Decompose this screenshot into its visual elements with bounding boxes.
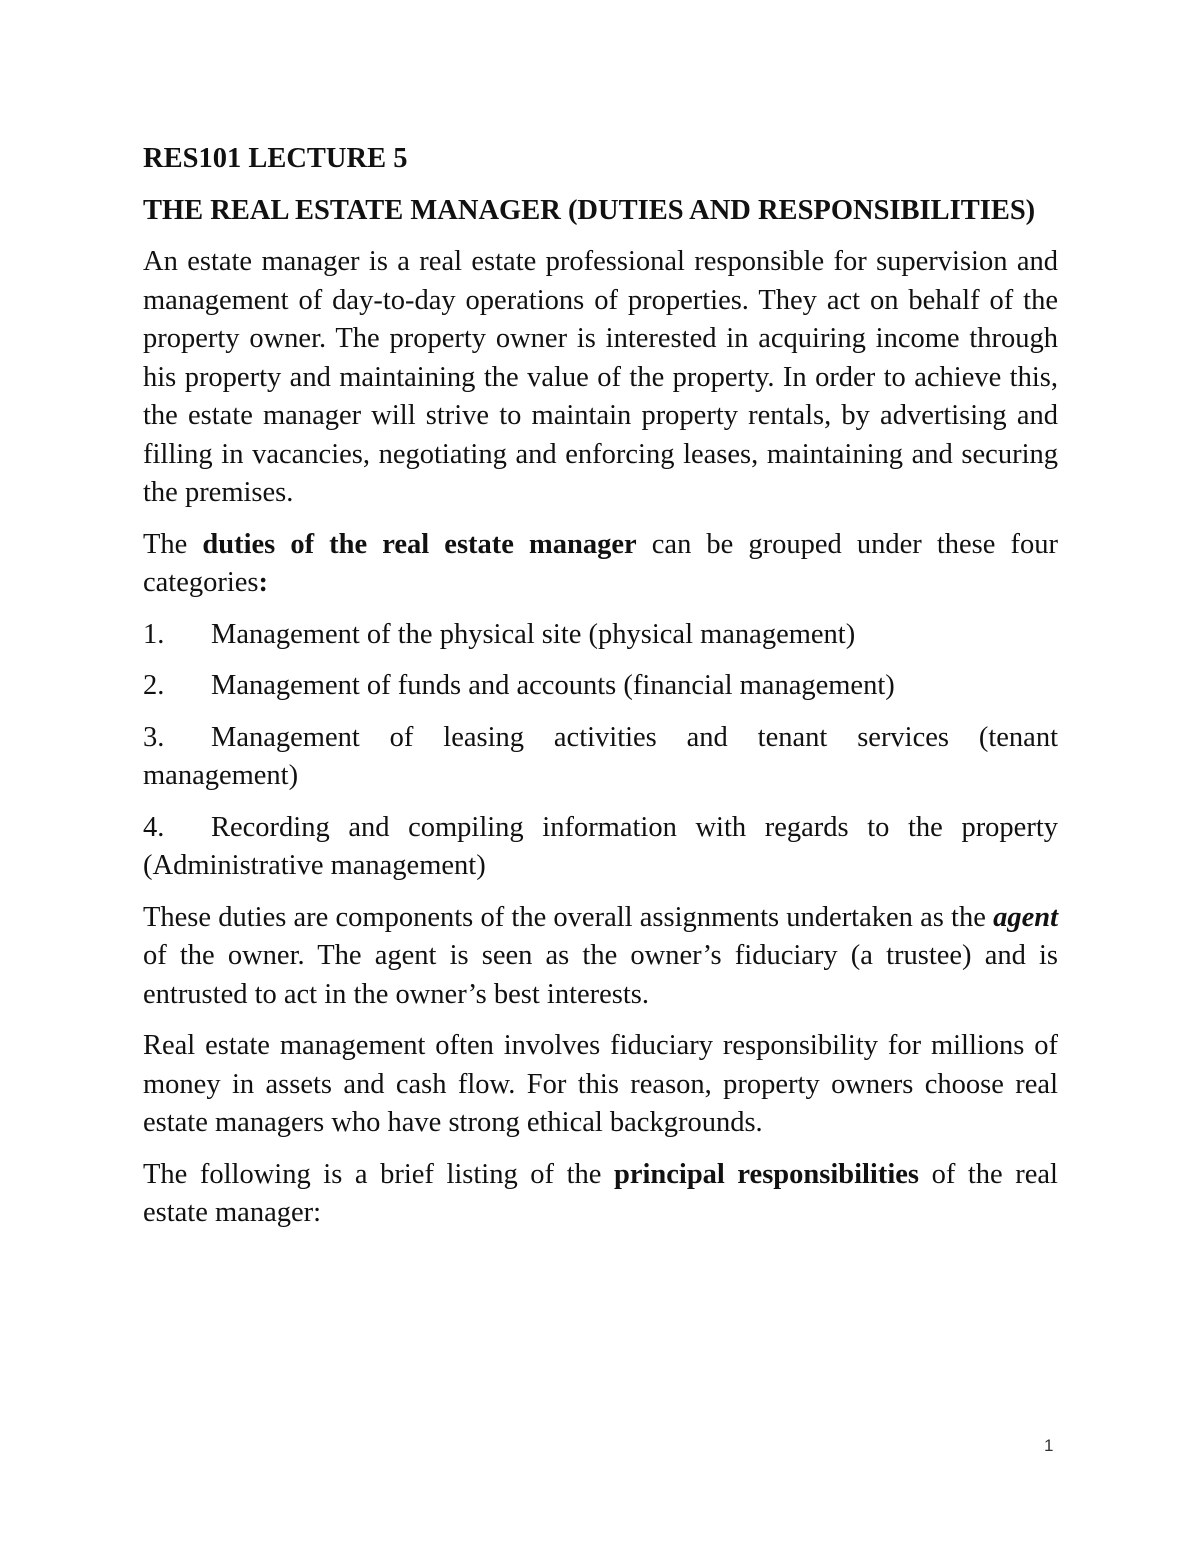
agent-paragraph-after: of the owner. The agent is seen as the owner’s fiduciary (a trustee) and is entrusted to act in the owner’s best interests. <box>143 940 1058 1010</box>
duties-intro-paragraph <box>143 526 1058 603</box>
document-body <box>143 140 1058 1246</box>
intro-paragraph: An estate manager is a real estate professional responsible for supervision and management of day-to-day operations of properties. They act on behalf of the property owner. The property owner is interested in acquiring income through his property and maintaining the value of the property. In order to achieve this, the estate manager will strive to maintain property rentals, by advertising and filling in vacancies, negotiating and enforcing leases, maintaining and securing the premises. <box>143 246 1058 508</box>
duty-item-4 <box>143 809 1058 886</box>
duty-text: Management of funds and accounts (financial management) <box>211 670 895 701</box>
responsibilities-intro-bold: principal responsibilities <box>613 1158 919 1190</box>
fiduciary-paragraph: Real estate management often involves fiduciary responsibility for millions of money in assets and cash flow. For this reason, property owners choose real estate managers who have strong ethical backgrounds. <box>143 1030 1058 1138</box>
duty-item-1 <box>143 616 1058 655</box>
duties-intro-before: The <box>143 528 203 560</box>
responsibilities-intro-before: The following is a brief listing of the <box>143 1158 614 1190</box>
agent-paragraph <box>143 899 1058 1015</box>
duty-number: 4. <box>143 811 165 843</box>
section-heading: THE REAL ESTATE MANAGER (DUTIES AND RESPONSIBILITIES) <box>143 194 1036 226</box>
duty-text: Management of the physical site (physical management) <box>211 618 856 650</box>
duty-item-2 <box>143 667 1058 706</box>
duties-intro-after: can be grouped under these four categories <box>143 528 1058 598</box>
duty-number: 2. <box>143 670 165 701</box>
duty-text: Management of leasing activities and tenant services (tenant management) <box>143 721 1058 791</box>
duty-number: 1. <box>143 618 165 650</box>
responsibilities-intro-paragraph <box>143 1156 1058 1233</box>
agent-emphasis: agent <box>993 901 1058 933</box>
duty-number: 3. <box>143 721 165 753</box>
duty-item-3 <box>143 719 1058 796</box>
agent-paragraph-before: These duties are components of the overall assignments undertaken as the <box>143 901 994 933</box>
duty-text: Recording and compiling information with regards to the property (Administrative management) <box>143 811 1058 881</box>
lecture-title: RES101 LECTURE 5 <box>143 143 408 174</box>
duties-intro-bold: duties of the real estate manager <box>202 528 637 560</box>
duties-intro-colon: : <box>258 567 269 598</box>
responsibilities-intro-after: of the real estate manager: <box>143 1158 1058 1228</box>
page-number: 1 <box>1044 1436 1054 1455</box>
